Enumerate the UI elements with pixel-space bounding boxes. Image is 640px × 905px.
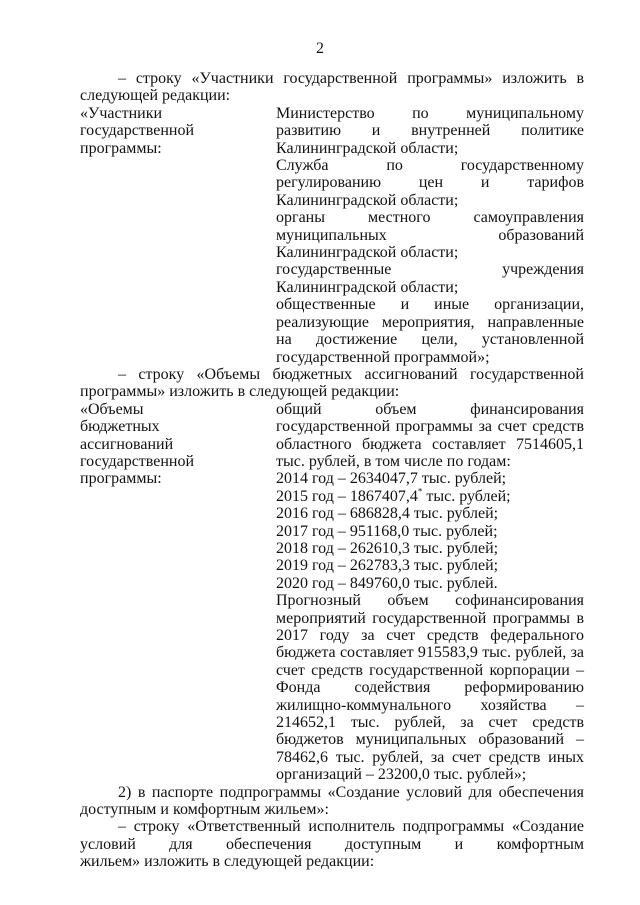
intro-participants-line2: следующей редакции:	[80, 87, 231, 105]
budget-year: 2019 год – 262783,3 тыс. рублей;	[276, 557, 499, 575]
budget-year-2015	[276, 488, 584, 505]
budget-label	[80, 401, 276, 784]
budget-year: 2017 год – 951168,0 тыс. рублей;	[276, 522, 498, 540]
budget-values	[276, 401, 584, 784]
participant-item: государственные учреждения Калининградской области;	[276, 261, 584, 296]
page-number: 2	[316, 40, 324, 57]
budget-label-line: государственной	[80, 452, 195, 470]
participant-item: органы местного самоуправления муниципальных образований Калининградской области;	[276, 209, 584, 262]
budget-year: 2016 год – 686828,4 тыс. рублей;	[276, 505, 499, 523]
budget-year: 2018 год – 262610,3 тыс. рублей;	[276, 539, 499, 557]
footnote-mark: *	[417, 486, 423, 497]
budget-forecast: Прогнозный объем софинансирования мероприятий государственной программы в 2017 году за счет средств федерального бюджета составляет 915583,9 тыс. рублей, за счет средств государственной корпорации – Фонда содействия реформированию жилищно-коммунального хозяйства – 214652,1 тыс. рублей, за счет средств бюджетов муниципальных образований – 78462,6 тыс. рублей, за счет средств иных организаций – 23200,0 тыс. рублей»;	[276, 592, 584, 784]
document-body	[80, 70, 584, 871]
intro-participants-line1: – строку «Участники государственной программы» изложить в	[118, 70, 584, 87]
budget-label-line: «Объемы	[80, 400, 144, 418]
budget-year-text: 2015 год – 1867407,4	[276, 487, 418, 505]
budget-year: 2014 год – 2634047,7 тыс. рублей;	[276, 470, 507, 488]
participants-label	[80, 105, 276, 366]
budget-label-line: программы:	[80, 470, 162, 488]
item3-line2: условий для обеспечения доступным и комфортным	[80, 835, 584, 853]
item2-line2: доступным и комфортным жильем»:	[80, 801, 329, 819]
participants-row	[80, 105, 584, 366]
budget-row	[80, 401, 584, 784]
item3-line1: – строку «Ответственный исполнитель подпрограммы «Создание	[118, 818, 584, 836]
budget-year: 2020 год – 849760,0 тыс. рублей.	[276, 574, 498, 592]
budget-label-line: ассигнований	[80, 435, 174, 453]
participants-label-line: программы:	[80, 139, 162, 157]
item2-line1: 2) в паспорте подпрограммы «Создание условий для обеспечения	[118, 783, 584, 801]
budget-label-line: бюджетных	[80, 418, 160, 436]
intro-budget-line1: – строку «Объемы бюджетных ассигнований государственной	[118, 365, 584, 383]
intro-budget-line2: программы» изложить в следующей редакции:	[80, 383, 400, 401]
participant-item: общественные и иные организации, реализующие мероприятия, направленные на достижение цели, установленной государственной программой»;	[276, 296, 584, 366]
item3-line3: жильем» изложить в следующей редакции:	[80, 853, 375, 871]
participant-item: Министерство по муниципальному развитию и внутренней политике Калининградской области;	[276, 104, 584, 157]
participants-label-line: «Участники государственной	[80, 104, 195, 140]
budget-total: общий объем финансирования государственной программы за счет средств областного бюджета составляет 7514605,1 тыс. рублей, в том числе по годам:	[276, 400, 584, 470]
participants-values	[276, 105, 584, 366]
participant-item: Служба по государственному регулированию цен и тарифов Калининградской области;	[276, 157, 584, 209]
budget-year-rest: тыс. рублей;	[422, 487, 511, 505]
